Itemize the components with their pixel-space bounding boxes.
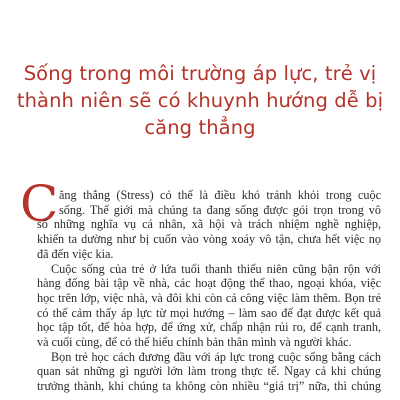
- text-line: Cuộc sống của trẻ ở lứa tuổi thanh thiếu niên cũng bận rộn với: [51, 261, 381, 276]
- text-line: đã đến việc kia.: [37, 246, 114, 261]
- text-line: quan sát những gì người lớn làm trong thực tế. Ngay cả khi chúng: [37, 364, 381, 379]
- text-line: học tập tốt, để hòa hợp, để ứng xử, chấp nhận rủi ro, để cạnh tranh,: [37, 320, 381, 335]
- chapter-title: [10, 60, 390, 141]
- text-line: học trên lớp, việc nhà, và đôi khi còn cả công việc làm thêm. Bọn trẻ: [37, 290, 381, 305]
- chapter-title-line: căng thẳng: [144, 116, 256, 139]
- drop-cap-letter: C: [20, 175, 59, 233]
- paragraph-3: [37, 350, 381, 394]
- text-line: và cuối cùng, để có thể hiểu chính bản thân mình và người khác.: [37, 335, 352, 350]
- text-line: có thể cảm thấy áp lực từ mọi hướng – làm sao để đạt được kết quả: [37, 305, 381, 320]
- text-line: ăng thẳng (Stress) có thể là điều khó tránh khỏi trong cuộc: [59, 188, 381, 202]
- body-text: [37, 188, 381, 394]
- paragraph-2: [37, 262, 381, 350]
- paragraph-1: [37, 188, 381, 262]
- chapter-title-line: Sống trong môi trường áp lực, trẻ vị: [23, 62, 377, 85]
- text-line: hàng đống bài tập về nhà, các hoạt động thể thao, ngoại khóa, việc: [37, 276, 381, 291]
- text-line: sống. Thế giới mà chúng ta đang sống được gói trọn trong vô: [59, 202, 381, 217]
- text-line: Bọn trẻ học cách đương đầu với áp lực trong cuộc sống bằng cách: [51, 349, 381, 364]
- text-line: số những nghĩa vụ cá nhân, xã hội và trách nhiệm nghề nghiệp,: [37, 217, 381, 232]
- chapter-title-line: thành niên sẽ có khuynh hướng dễ bị: [16, 89, 384, 112]
- text-line: khiến ta dường như bị cuốn vào vòng xoáy vô tận, chưa hết việc nọ: [37, 232, 381, 247]
- text-line: trưởng thành, khi chúng ta không còn nhiều “giá trị” nữa, thì chúng: [37, 379, 381, 394]
